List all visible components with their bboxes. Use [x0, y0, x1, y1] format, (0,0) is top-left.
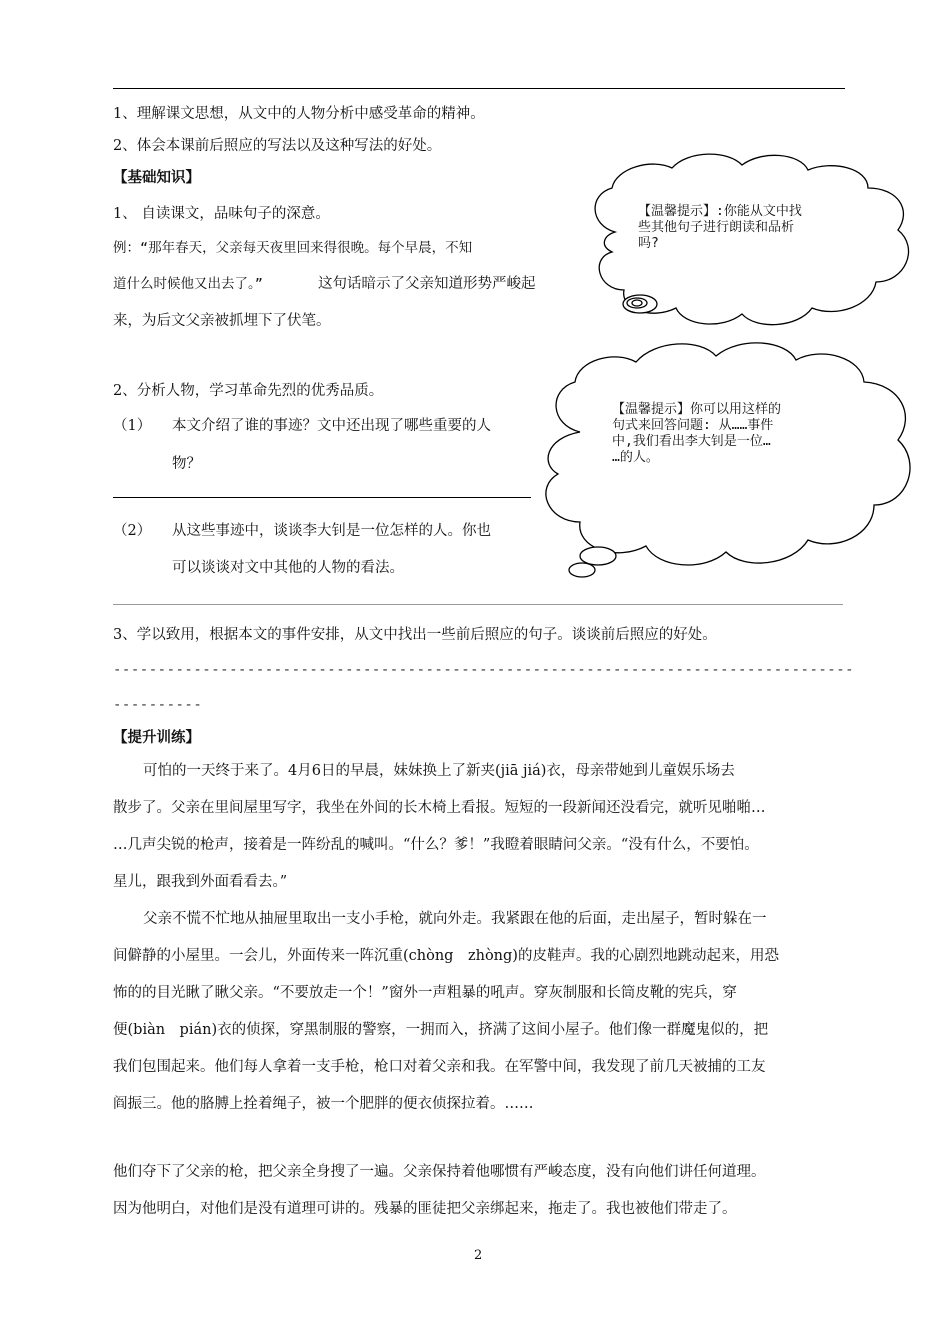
p1-line-1: 可怕的一天终于来了。4月6日的早晨，妹妹换上了新夹(jiā jiá)衣，母亲带她到儿童娱乐场去 [143, 763, 735, 779]
question-1-line-2: 物？ [172, 456, 201, 472]
example-line-1: 例：“那年春天，父亲每天夜里回来得很晚。每个早晨，不知 [113, 240, 473, 256]
basic-item-3: 3、学以致用，根据本文的事件安排，从文中找出一些前后照应的句子。谈谈前后照应的好处。 [113, 627, 717, 643]
objective-1: 1、理解课文思想，从文中的人物分析中感受革命的精神。 [113, 106, 485, 122]
example-line-2b: 这句话暗示了父亲知道形势严峻起 [318, 276, 536, 292]
p1-line-4: 星儿，跟我到外面看看去。” [113, 874, 288, 890]
p3-line-2: 因为他明白，对他们是没有道理可讲的。残暴的匪徒把父亲绑起来，拖走了。我也被他们带走了。 [113, 1201, 737, 1217]
tip-2-line-2: 句式来回答问题: 从……事件 [612, 418, 774, 433]
p2-line-1: 父亲不慌不忙地从抽屉里取出一支小手枪，就向外走。我紧跟在他的后面，走出屋子，暂时躲在一 [143, 911, 767, 927]
tip-2-line-1: 【温馨提示】你可以用这样的 [612, 402, 782, 417]
p2-line-3: 怖的的目光瞅了瞅父亲。“不要放走一个！”窗外一声粗暴的吼声。穿灰制服和长筒皮靴的宪兵，穿 [113, 985, 737, 1001]
tip-2-line-4: …的人。 [612, 450, 659, 465]
p2-line-2: 间僻静的小屋里。一会儿，外面传来一阵沉重(chòng zhòng)的皮鞋声。我的心剧烈地跳动起来，用恐 [113, 948, 779, 964]
p1-line-2: 散步了。父亲在里间屋里写字，我坐在外间的长木椅上看报。短短的一段新闻还没看完，就听见啪啪… [113, 800, 766, 816]
example-line-3: 来，为后文父亲被抓埋下了伏笔。 [113, 313, 331, 329]
p1-line-3: …几声尖锐的枪声，接着是一阵纷乱的喊叫。“什么？爹！”我瞪着眼睛问父亲。“没有什么，不要怕。 [113, 837, 759, 853]
question-2-line-2: 可以谈谈对文中其他的人物的看法。 [172, 560, 404, 576]
example-line-2a: 道什么时候他又出去了。” [113, 276, 263, 292]
tip-1-line-3: 吗? [638, 236, 659, 251]
question-2-line-1: 从这些事迹中，谈谈李大钊是一位怎样的人。你也 [172, 523, 491, 539]
tip-2 [612, 402, 781, 466]
p2-line-5: 我们包围起来。他们每人拿着一支手枪，枪口对着父亲和我。在军警中间，我发现了前几天被捕的工友 [113, 1059, 766, 1075]
p2-line-6: 阎振三。他的胳膊上拴着绳子，被一个肥胖的便衣侦探拉着。…… [113, 1096, 534, 1112]
basic-heading: 【基础知识】 [113, 169, 200, 186]
page-number: 2 [474, 1248, 483, 1263]
p2-line-4: 便(biàn pián)衣的侦探，穿黑制服的警察，一拥而入，挤满了这间小屋子。他们像一群魔鬼似的，把 [113, 1022, 769, 1038]
answer-dash-line-1: ----------------------------------------------------------------------------------- [113, 662, 855, 678]
question-1-number: （1） [113, 418, 152, 434]
tip-2-line-3: 中,我们看出李大钊是一位… [612, 434, 771, 449]
basic-item-1: 1、 自读课文，品味句子的深意。 [113, 206, 330, 222]
question-2-number: （2） [113, 523, 152, 539]
answer-dash-line-2: ---------- [113, 697, 203, 713]
objective-2: 2、体会本课前后照应的写法以及这种写法的好处。 [113, 138, 442, 154]
training-heading: 【提升训练】 [113, 729, 200, 746]
basic-item-2: 2、分析人物，学习革命先烈的优秀品质。 [113, 383, 384, 399]
tip-1-line-2: 些其他句子进行朗读和品析 [638, 220, 795, 235]
tip-1 [638, 204, 802, 252]
question-1-line-1: 本文介绍了谁的事迹？文中还出现了哪些重要的人 [172, 418, 491, 434]
tip-1-line-1: 【温馨提示】:你能从文中找 [638, 204, 802, 219]
p3-line-1: 他们夺下了父亲的枪，把父亲全身搜了一遍。父亲保持着他哪惯有严峻态度，没有向他们讲任何道理。 [113, 1164, 766, 1180]
